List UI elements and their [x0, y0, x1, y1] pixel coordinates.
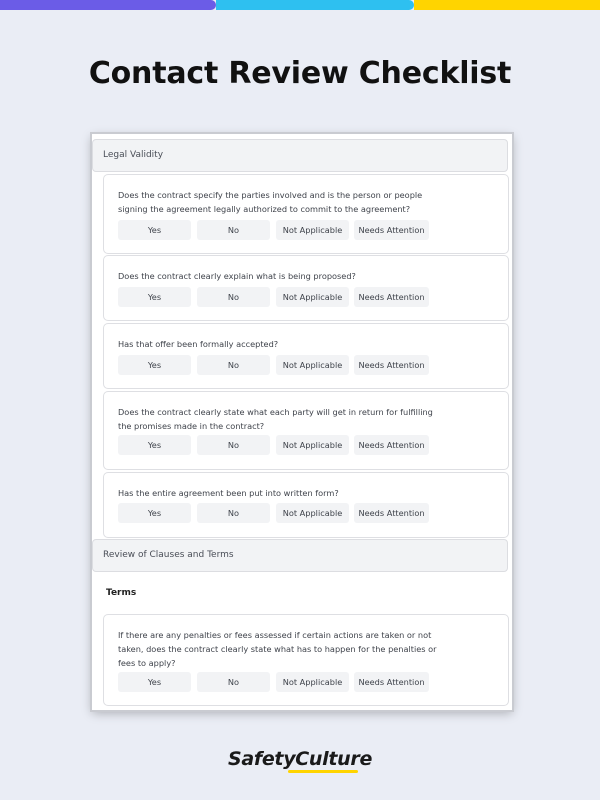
top-color-bar	[0, 0, 600, 10]
subsection-title: Terms	[106, 588, 137, 598]
answer-no-button[interactable]: No	[197, 435, 270, 455]
answer-no-button[interactable]: No	[197, 287, 270, 307]
question-text: Does the contract clearly state what each party will get in return for fulfilling the promises made in the contract?	[118, 407, 433, 431]
answer-no-button[interactable]: No	[197, 220, 270, 240]
answer-not-applicable-button[interactable]: Not Applicable	[276, 287, 349, 307]
question-text: Does the contract specify the parties involved and is the person or people signing the agreement legally authorized to commit to the agreement?	[118, 190, 423, 214]
answer-needs-attention-button[interactable]: Needs Attention	[354, 220, 429, 240]
color-bar-purple	[0, 0, 216, 10]
question-card	[103, 614, 509, 706]
answer-no-button[interactable]: No	[197, 355, 270, 375]
answer-needs-attention-button[interactable]: Needs Attention	[354, 503, 429, 523]
answer-yes-button[interactable]: Yes	[118, 220, 191, 240]
section-header-legal-validity[interactable]: Legal Validity	[92, 139, 508, 172]
answer-not-applicable-button[interactable]: Not Applicable	[276, 355, 349, 375]
answer-yes-button[interactable]: Yes	[118, 503, 191, 523]
question-card	[103, 255, 509, 321]
color-bar-cyan	[216, 0, 414, 10]
answer-not-applicable-button[interactable]: Not Applicable	[276, 220, 349, 240]
answer-yes-button[interactable]: Yes	[118, 287, 191, 307]
answer-no-button[interactable]: No	[197, 672, 270, 692]
page-title: Contact Review Checklist	[88, 56, 512, 91]
section-header-review-of-clauses[interactable]: Review of Clauses and Terms	[92, 539, 508, 572]
question-text: Has that offer been formally accepted?	[118, 339, 279, 349]
brand-logo: SafetyCulture	[227, 748, 373, 770]
question-card	[103, 391, 509, 470]
answer-not-applicable-button[interactable]: Not Applicable	[276, 435, 349, 455]
answer-yes-button[interactable]: Yes	[118, 355, 191, 375]
answer-yes-button[interactable]: Yes	[118, 672, 191, 692]
answer-no-button[interactable]: No	[197, 503, 270, 523]
answer-needs-attention-button[interactable]: Needs Attention	[354, 355, 429, 375]
question-card	[103, 323, 509, 389]
answer-needs-attention-button[interactable]: Needs Attention	[354, 672, 429, 692]
brand-logo-underline	[288, 770, 358, 773]
answer-needs-attention-button[interactable]: Needs Attention	[354, 287, 429, 307]
question-text: If there are any penalties or fees assessed if certain actions are taken or not taken, does the contract clearly state what has to happen for the penalties or fees to apply?	[118, 630, 437, 668]
question-text: Has the entire agreement been put into written form?	[118, 488, 339, 498]
answer-yes-button[interactable]: Yes	[118, 435, 191, 455]
answer-not-applicable-button[interactable]: Not Applicable	[276, 672, 349, 692]
color-bar-yellow	[414, 0, 600, 10]
checklist-card	[92, 134, 512, 710]
question-card	[103, 472, 509, 538]
answer-not-applicable-button[interactable]: Not Applicable	[276, 503, 349, 523]
question-text: Does the contract clearly explain what is being proposed?	[118, 271, 356, 281]
question-card	[103, 174, 509, 254]
answer-needs-attention-button[interactable]: Needs Attention	[354, 435, 429, 455]
